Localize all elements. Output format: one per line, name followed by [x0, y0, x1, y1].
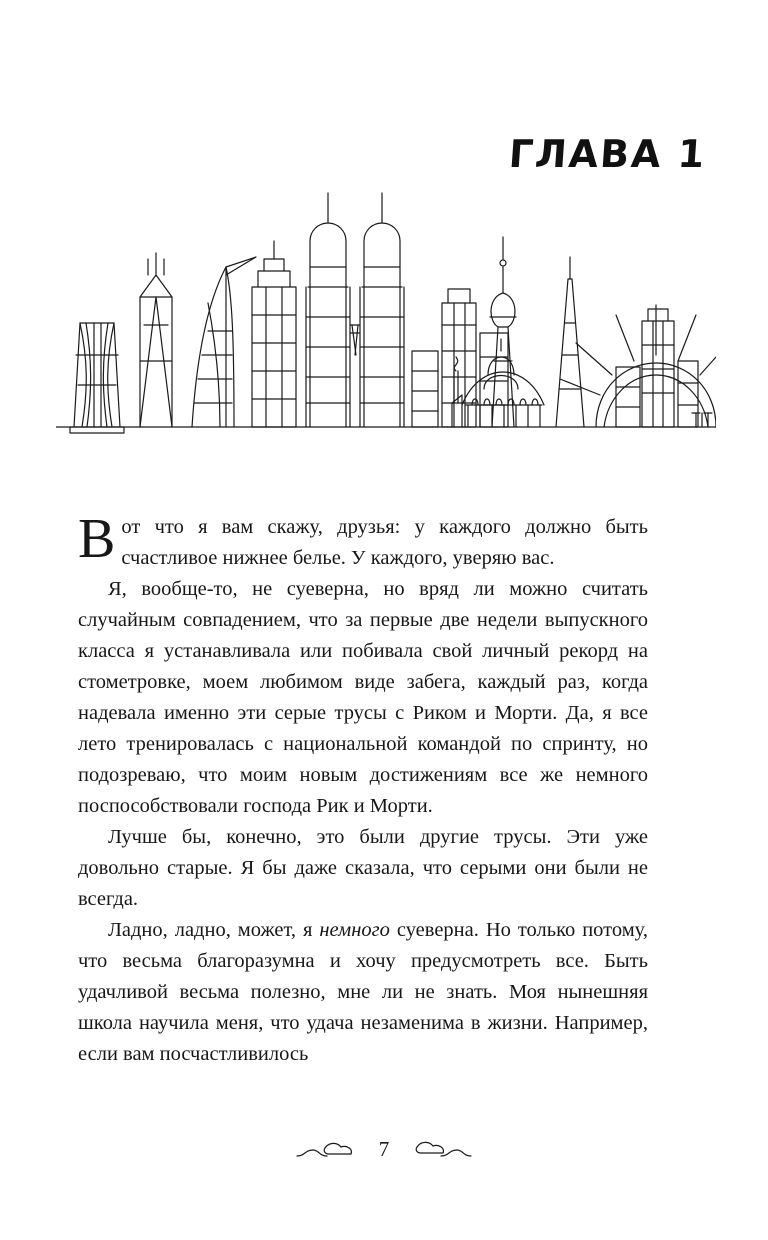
city-skyline-illustration — [56, 175, 716, 445]
page-number: 7 — [378, 1137, 390, 1161]
paragraph-2: Я, вообще-то, не суеверна, но вряд ли можно считать случайным совпадением, что за первые две недели выпускного класса я устанавливала или побивала свой личный рекорд на стометровке, моем любимом виде забега, каждый раз, когда надевала именно эти серые трусы с Риком и Морти. Да, я все лето тренировалась с национальной командой по спринту, но подозреваю, что моим новым достижениям все же немного поспособствовали господа Рик и Морти. — [78, 578, 648, 817]
chapter-title: ГЛАВА 1 — [507, 132, 708, 176]
paragraph-1 — [78, 508, 648, 574]
body-text — [78, 508, 649, 1070]
paragraph-4: Ладно, ладно, может, я немного суеверна. Но только потому, что весьма благоразумна и хочу предусмотреть все. Быть удачливой весьма полезно, мне ли не знать. Моя нынешняя школа научила меня, что удача незаменима в жизни. Например, если вам посчастливилось — [78, 919, 649, 1065]
paragraph-3: Лучше бы, конечно, это были другие трусы. Эти уже довольно старые. Я бы даже сказала, что серыми они были не всегда. — [78, 826, 648, 910]
cloud-ornament-right — [411, 1138, 473, 1162]
cloud-ornament-left — [295, 1138, 357, 1162]
emphasis: немного — [319, 919, 390, 941]
paragraph-1-text: от что я вам скажу, друзья: у каждого должно быть счастливое нижнее белье. У каждого, уверяю вас. — [121, 516, 648, 569]
drop-cap: В — [78, 508, 116, 570]
page-footer — [0, 1137, 768, 1162]
